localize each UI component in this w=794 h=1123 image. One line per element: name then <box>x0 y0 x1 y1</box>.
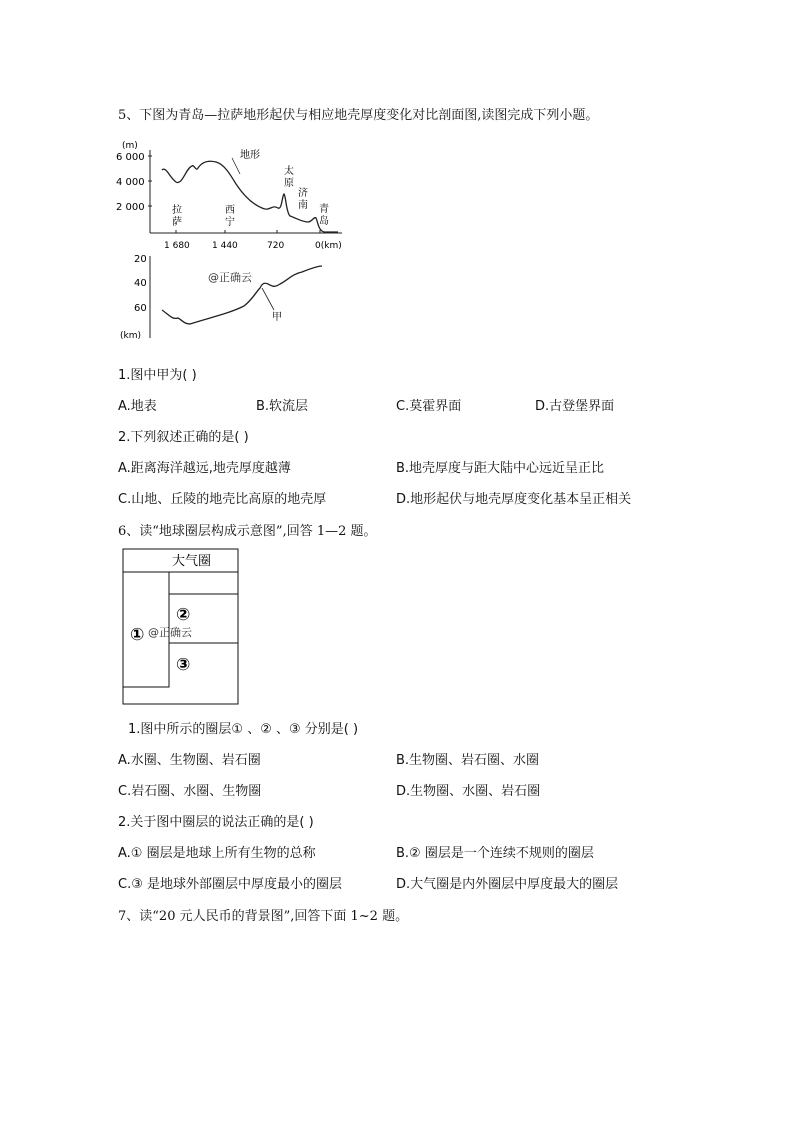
q6-sub2-option-d: D.大气圈是内外圈层中厚度最大的圈层 <box>396 877 619 892</box>
place-lasa-1: 拉 <box>172 205 182 216</box>
q6-sub1-stem: 1.图中所示的圈层① 、② 、③ 分别是( ) <box>128 722 359 737</box>
terrain-curve <box>162 161 338 232</box>
sphere-1-label: ① <box>130 625 145 645</box>
depth-tick-20: 20 <box>134 254 147 265</box>
sphere-2-label: ② <box>176 605 191 625</box>
q5-sub2-option-d: D.地形起伏与地壳厚度变化基本呈正相关 <box>396 492 632 507</box>
earth-spheres-figure <box>122 548 242 708</box>
depth-tick-60: 60 <box>134 303 147 314</box>
q5-intro: 5、下图为青岛—拉萨地形起伏与相应地壳厚度变化对比剖面图,读图完成下列小题。 <box>118 108 599 123</box>
sphere-3-label: ③ <box>176 655 191 675</box>
watermark-2: @正确云 <box>148 626 192 639</box>
q5-sub2-stem: 2.下列叙述正确的是( ) <box>118 430 249 445</box>
elev-tick-6000: 6 000 <box>116 152 145 163</box>
q6-sub1-option-a: A.水圈、生物圈、岩石圈 <box>118 753 261 768</box>
place-taiyuan-1: 太 <box>284 166 294 177</box>
dist-tick-0: 0(km) <box>315 241 342 251</box>
place-taiyuan-2: 原 <box>284 178 294 189</box>
q5-sub1-option-c: C.莫霍界面 <box>396 399 462 414</box>
q6-sub2-option-c: C.③ 是地球外部圈层中厚度最小的圈层 <box>118 877 342 892</box>
elev-tick-2000: 2 000 <box>116 202 145 213</box>
place-jinan-1: 济 <box>298 188 308 199</box>
jia-label: 甲 <box>272 312 282 323</box>
q6-sub2-stem: 2.关于图中圈层的说法正确的是( ) <box>118 815 314 830</box>
q5-sub2-option-c: C.山地、丘陵的地壳比高原的地壳厚 <box>118 492 327 507</box>
atmosphere-label: 大气圈 <box>172 554 212 569</box>
q5-sub2-option-a: A.距离海洋越远,地壳厚度越薄 <box>118 461 291 476</box>
unit-m-label: (m) <box>122 141 138 151</box>
dist-tick-1680: 1 680 <box>164 241 190 251</box>
q5-sub1-stem: 1.图中甲为( ) <box>118 368 197 383</box>
depth-tick-40: 40 <box>134 278 147 289</box>
q7-intro: 7、读“20 元人民币的背景图”,回答下面 1~2 题。 <box>118 909 409 924</box>
unit-km-label: (km) <box>120 331 142 341</box>
place-qingdao-1: 青 <box>319 204 329 215</box>
q5-sub2-option-b: B.地壳厚度与距大陆中心远近呈正比 <box>396 461 605 476</box>
q6-sub2-option-b: B.② 圈层是一个连续不规则的圈层 <box>396 846 594 861</box>
q5-sub1-option-b: B.软流层 <box>256 399 309 414</box>
q6-intro: 6、读“地球圈层构成示意图”,回答 1—2 题。 <box>118 524 377 539</box>
dist-tick-1440: 1 440 <box>212 241 238 251</box>
place-xining-1: 西 <box>225 205 235 216</box>
elev-tick-4000: 4 000 <box>116 177 145 188</box>
place-jinan-2: 南 <box>298 200 308 211</box>
dist-tick-720: 720 <box>267 241 285 251</box>
terrain-label: 地形 <box>240 150 260 161</box>
watermark-1: @正确云 <box>208 271 252 284</box>
place-xining-2: 宁 <box>225 217 235 228</box>
q6-sub2-option-a: A.① 圈层是地球上所有生物的总称 <box>118 846 316 861</box>
q5-sub1-option-a: A.地表 <box>118 399 157 414</box>
q6-sub1-option-c: C.岩石圈、水圈、生物圈 <box>118 784 262 799</box>
q5-sub1-option-d: D.古登堡界面 <box>535 399 615 414</box>
place-qingdao-2: 岛 <box>319 216 329 227</box>
q6-sub1-option-b: B.生物圈、岩石圈、水圈 <box>396 753 540 768</box>
q6-sub1-option-d: D.生物圈、水圈、岩石圈 <box>396 784 541 799</box>
place-lasa-2: 萨 <box>172 217 182 228</box>
crust-profile-figure <box>112 138 352 348</box>
